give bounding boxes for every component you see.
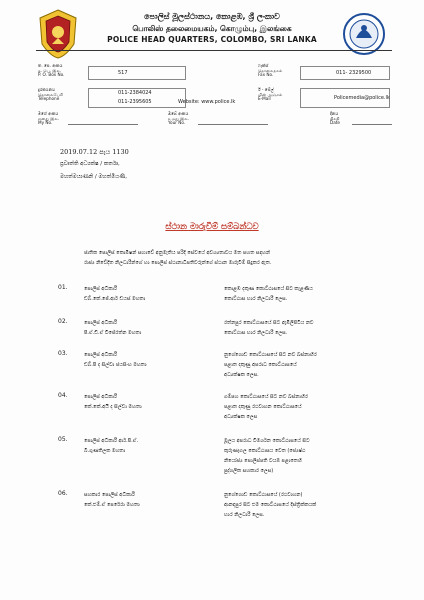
email-value: Policemedia@police.lk bbox=[334, 95, 390, 101]
officer-name: බී.ගුණතිලක මහතා bbox=[84, 448, 126, 454]
pobox-label: ත. පෙ. අංකය த. பெ. இல. P. O. Box No. bbox=[38, 63, 65, 78]
intro-line-2: රාජ්‍ය නිවේදිත නිලධාරීන්ගේ හා පොලිස් ස්ථානාධිපතිවරුන්ගේ ස්ථාන මාරුවීම් සිදුකර ඇත. bbox=[84, 260, 272, 266]
destination-line: අධ්‍යක්ෂක ලෙස. bbox=[224, 372, 259, 378]
transfer-row-destination bbox=[224, 392, 394, 422]
header-title-sinhala: පොලිස් මූලස්ථානය, කොළඹ, ශ්‍රී ලංකාව bbox=[144, 12, 280, 21]
telephone-value-1: 011-2384024 bbox=[118, 90, 152, 96]
destination-line: නුගේගොඩ කොට්ඨාසයේ (රථවාහන) bbox=[224, 492, 303, 498]
transfer-row-destination bbox=[224, 318, 394, 338]
my-number-label: මගේ අංකය எனது இல. My No. bbox=[38, 111, 60, 126]
your-number-label: ඔබේ අංකය உமது இல. Your No. bbox=[168, 111, 190, 126]
officer-name: ඩබ්.කේ.ජේ.ආර් ඩයස් මහතා bbox=[84, 296, 146, 302]
officer-name: කේ.කේ.අයි ද සිල්වා මහතා bbox=[84, 404, 142, 410]
transfer-row-destination bbox=[224, 284, 394, 304]
destination-line: මූලය අපරාධ විමර්ශන කොට්ඨාසයේ සිට bbox=[224, 438, 310, 444]
destination-line: අධ්‍යක්ෂක ලෙස bbox=[224, 414, 258, 420]
destination-line: කොළඹ දකුණ කොට්ඨාසයේ සිට කැළණිය bbox=[224, 286, 313, 292]
destination-line: ගම්පහ කොට්ඨාසයේ සිට නව බස්නාහිර bbox=[224, 394, 308, 400]
officer-rank: පොලිස් අධිකාරී bbox=[84, 352, 117, 358]
fax-label: ෆැක්ස් தொலைநகல் Fax No. bbox=[258, 63, 283, 78]
transfer-row-destination bbox=[224, 490, 394, 520]
header-rule bbox=[36, 50, 392, 51]
transfer-row-officer bbox=[84, 318, 141, 338]
transfer-row-officer bbox=[84, 392, 142, 412]
website-label: Website: www.police.lk bbox=[178, 99, 236, 105]
letter-date: 2019.07.12 පැය 1130 bbox=[60, 148, 129, 156]
officer-name: පී.ඒ.ඩී.ඒ විජේරත්න මහතා bbox=[84, 330, 142, 336]
address-line-2: මහත්මයාණනි / මහත්මියණි, bbox=[60, 174, 128, 180]
letterhead bbox=[0, 0, 424, 70]
officer-rank: පොලිස් අධිකාරී bbox=[84, 320, 117, 326]
destination-line: භාර නිලධාරී ලෙස. bbox=[224, 512, 265, 518]
transfer-row-number: 04. bbox=[58, 392, 68, 399]
transfer-row-destination bbox=[224, 436, 394, 476]
officer-rank: පොලිස් අධිකාරී ආර්.පී.ඒ. bbox=[84, 438, 139, 444]
destination-line: පළාත දකුණු අපරාධ කොට්ඨාසයේ bbox=[224, 362, 297, 368]
date-label: දිනය திகதி Date bbox=[330, 111, 341, 126]
my-number-line bbox=[68, 124, 138, 125]
destination-line: නියෝජ්‍ය පොලිස්පති වයඹ පළාතෙහි bbox=[224, 458, 302, 464]
transfer-row-number: 06. bbox=[58, 490, 68, 497]
destination-line: රත්නපුර කොට්ඨාසයේ සිට ඇඹිලිපිටිය නව bbox=[224, 320, 314, 326]
transfer-row-officer bbox=[84, 284, 145, 304]
transfer-row-number: 02. bbox=[58, 318, 68, 325]
destination-line: ආනඳපුර සිට එම කොට්ඨාසයේ දිස්ත්‍රික්කයක් bbox=[224, 502, 317, 508]
fax-value: 011- 2329500 bbox=[336, 70, 372, 76]
destination-line: කුරුණෑගල කොට්ඨාසය වෙත (ජ්‍යෙෂ්ඨ bbox=[224, 448, 306, 454]
officer-rank: පොලිස් අධිකාරී bbox=[84, 286, 117, 292]
header-title-tamil: பொலிஸ் தலைமையகம், கொழும்பு, இலங்கை bbox=[132, 24, 292, 33]
intro-line-1: ජාතික පොලිස් කොමිෂන් සභාවේ අනුමැතිය පරිදි සේවයේ අවශ්‍යතාවය මත පහත සඳහන් bbox=[84, 250, 271, 256]
transfer-row-officer bbox=[84, 350, 147, 370]
transfer-row-number: 05. bbox=[58, 436, 68, 443]
officer-name: කේ.එම්.ඒ පෙරේරා මහතා bbox=[84, 502, 140, 508]
pobox-value: 517 bbox=[118, 70, 128, 76]
destination-line: කොට්ඨාස භාර නිලධාරී ලෙස. bbox=[224, 330, 288, 336]
officer-rank: සහකාර පොලිස් අධිකාරී bbox=[84, 492, 135, 498]
destination-line: පුද්ගලික සහකාර ලෙස) bbox=[224, 468, 274, 474]
destination-line: කොට්ඨාස භාර නිලධාරී ලෙස. bbox=[224, 296, 288, 302]
transfer-row-number: 03. bbox=[58, 350, 68, 357]
state-emblem-icon bbox=[342, 8, 386, 60]
pobox-box bbox=[88, 66, 186, 80]
transfer-row-destination bbox=[224, 350, 394, 380]
transfer-row-officer bbox=[84, 436, 138, 456]
telephone-value-2: 011-2395605 bbox=[118, 99, 152, 105]
date-line bbox=[352, 124, 392, 125]
destination-line: නුගේගොඩ කොට්ඨාසයේ සිට නව බස්නාහිර bbox=[224, 352, 317, 358]
your-number-line bbox=[198, 124, 268, 125]
telephone-label: දුරකථනය தொலைபேசி Telephone bbox=[38, 87, 63, 102]
transfer-row-number: 01. bbox=[58, 284, 68, 291]
address-line-1: ප්‍රවෘත්ති අධ්‍යක්ෂ / කර්තෘ, bbox=[60, 161, 120, 167]
header-title-english: POLICE HEAD QUARTERS, COLOMBO, SRI LANKA bbox=[107, 35, 317, 44]
officer-rank: පොලිස් අධිකාරී bbox=[84, 394, 117, 400]
email-label: ඊ - මේල් மின் அஞ்சல் E-Mail bbox=[258, 87, 283, 102]
destination-line: පළාත දකුණු රථවාහන කොට්ඨාසයේ bbox=[224, 404, 302, 410]
police-emblem-icon bbox=[36, 8, 80, 60]
transfer-row-officer bbox=[84, 490, 140, 510]
officer-name: ඩබ්.පී ද සිල්වා ජයසිංහ මහතා bbox=[84, 362, 147, 368]
letter-subject: ස්ථාන මාරුවීම් සම්බන්ධව bbox=[165, 222, 259, 232]
